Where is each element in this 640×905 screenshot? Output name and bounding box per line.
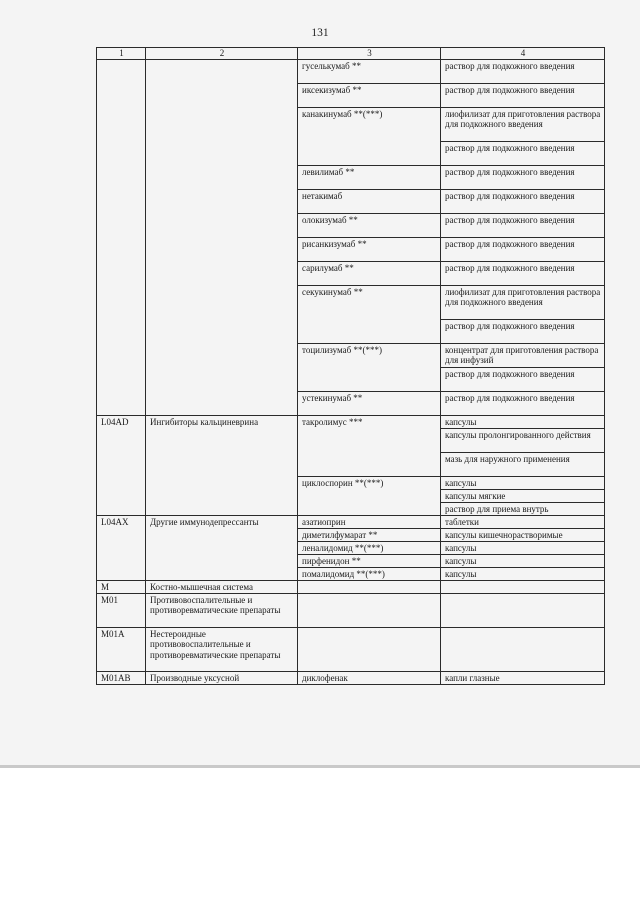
drug-name-cell: левилимаб ** [298, 165, 441, 189]
dosage-form-cell: раствор для подкожного введения [441, 367, 605, 391]
drug-table [96, 47, 605, 685]
drug-name-cell: диклофенак [298, 671, 441, 684]
atc-code-cell: L04AD [97, 415, 146, 515]
group-name-cell: Нестероидные противовоспалительные и противоревматические препараты [146, 627, 298, 671]
dosage-form-cell: раствор для подкожного введения [441, 141, 605, 165]
table-row [97, 515, 605, 528]
group-name-cell: Другие иммунодепрессанты [146, 515, 298, 580]
group-name-cell: Ингибиторы кальциневрина [146, 415, 298, 515]
dosage-form-cell: раствор для подкожного введения [441, 59, 605, 83]
dosage-form-cell: раствор для подкожного введения [441, 213, 605, 237]
group-name-cell: Противовоспалительные и противоревматические препараты [146, 593, 298, 627]
atc-code-cell: M01AB [97, 671, 146, 684]
group-name-cell: Костно-мышечная система [146, 580, 298, 593]
drug-name-cell: гуселькумаб ** [298, 59, 441, 83]
drug-name-cell [298, 627, 441, 671]
dosage-form-cell: капсулы пролонгированного действия [441, 428, 605, 452]
drug-name-cell: азатиоприн [298, 515, 441, 528]
dosage-form-cell: раствор для приема внутрь [441, 502, 605, 515]
drug-name-cell: диметилфумарат ** [298, 528, 441, 541]
header-col-4: 4 [441, 48, 605, 60]
drug-name-cell: такролимус *** [298, 415, 441, 476]
group-name-cell [146, 59, 298, 415]
dosage-form-cell: раствор для подкожного введения [441, 391, 605, 415]
table-row [97, 671, 605, 684]
dosage-form-cell: лиофилизат для приготовления раствора для подкожного введения [441, 107, 605, 141]
drug-name-cell: сарилумаб ** [298, 261, 441, 285]
group-name-cell: Производные уксусной [146, 671, 298, 684]
dosage-form-cell: раствор для подкожного введения [441, 165, 605, 189]
dosage-form-cell: раствор для подкожного введения [441, 237, 605, 261]
dosage-form-cell: раствор для подкожного введения [441, 189, 605, 213]
table-row [97, 593, 605, 627]
dosage-form-cell: капли глазные [441, 671, 605, 684]
dosage-form-cell: концентрат для приготовления раствора для инфузий [441, 343, 605, 367]
page-edge [0, 765, 640, 768]
drug-name-cell: нетакимаб [298, 189, 441, 213]
dosage-form-cell: капсулы [441, 541, 605, 554]
atc-code-cell: M [97, 580, 146, 593]
drug-name-cell: тоцилизумаб **(***) [298, 343, 441, 391]
page-number: 131 [311, 27, 329, 39]
drug-name-cell: помалидомид **(***) [298, 567, 441, 580]
dosage-form-cell: капсулы [441, 567, 605, 580]
atc-code-cell [97, 59, 146, 415]
dosage-form-cell: раствор для подкожного введения [441, 83, 605, 107]
table-header-row [97, 48, 605, 60]
table-row [97, 59, 605, 83]
table-row [97, 580, 605, 593]
dosage-form-cell [441, 627, 605, 671]
dosage-form-cell: раствор для подкожного введения [441, 319, 605, 343]
drug-name-cell [298, 593, 441, 627]
drug-name-cell: устекинумаб ** [298, 391, 441, 415]
atc-code-cell: M01 [97, 593, 146, 627]
drug-name-cell: канакинумаб **(***) [298, 107, 441, 165]
atc-code-cell: M01A [97, 627, 146, 671]
dosage-form-cell: капсулы [441, 415, 605, 428]
header-col-1: 1 [97, 48, 146, 60]
dosage-form-cell: капсулы мягкие [441, 489, 605, 502]
drug-name-cell: пирфенидон ** [298, 554, 441, 567]
drug-name-cell: олокизумаб ** [298, 213, 441, 237]
header-col-2: 2 [146, 48, 298, 60]
dosage-form-cell: раствор для подкожного введения [441, 261, 605, 285]
dosage-form-cell: капсулы [441, 554, 605, 567]
dosage-form-cell [441, 580, 605, 593]
drug-name-cell: иксекизумаб ** [298, 83, 441, 107]
drug-name-cell [298, 580, 441, 593]
dosage-form-cell: мазь для наружного применения [441, 452, 605, 476]
dosage-form-cell: капсулы кишечнорастворимые [441, 528, 605, 541]
table-row [97, 415, 605, 428]
drug-name-cell: леналидомид **(***) [298, 541, 441, 554]
drug-name-cell: циклоспорин **(***) [298, 476, 441, 515]
dosage-form-cell: лиофилизат для приготовления раствора для подкожного введения [441, 285, 605, 319]
dosage-form-cell [441, 593, 605, 627]
atc-code-cell: L04AX [97, 515, 146, 580]
drug-name-cell: секукинумаб ** [298, 285, 441, 343]
table-row [97, 627, 605, 671]
header-col-3: 3 [298, 48, 441, 60]
dosage-form-cell: капсулы [441, 476, 605, 489]
dosage-form-cell: таблетки [441, 515, 605, 528]
drug-name-cell: рисанкизумаб ** [298, 237, 441, 261]
